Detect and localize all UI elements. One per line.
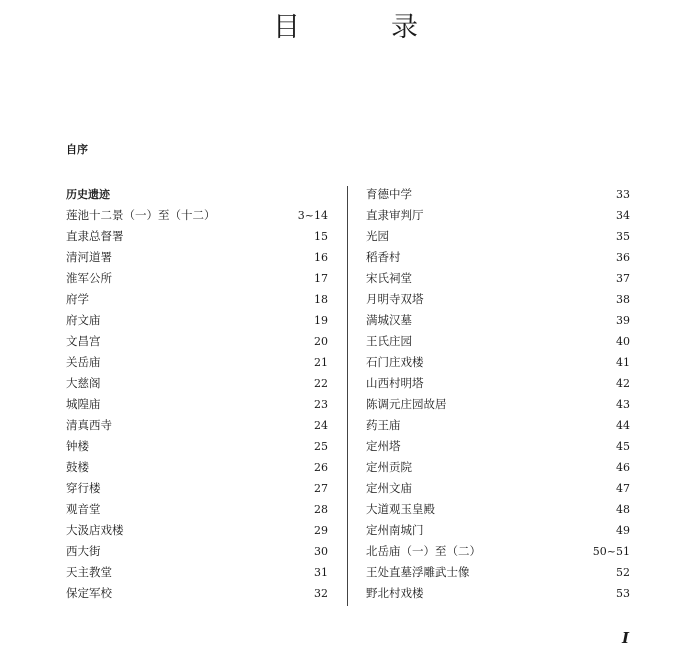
toc-entry-page: 49 <box>616 524 630 537</box>
toc-entry-page: 48 <box>616 503 630 516</box>
toc-entry-page: 19 <box>314 314 328 327</box>
toc-entry-page: 17 <box>314 272 328 285</box>
toc-entry-title: 王处直墓浮雕武士像 <box>366 565 470 579</box>
toc-entry-title: 府学 <box>66 292 89 306</box>
toc-entry[interactable] <box>366 478 630 499</box>
toc-entry-title: 北岳庙（一）至（二） <box>366 544 481 558</box>
toc-entry-page: 23 <box>314 398 328 411</box>
toc-entry[interactable] <box>66 562 328 583</box>
page-title: 目 录 <box>273 12 450 43</box>
toc-entry-title: 宋氏祠堂 <box>366 271 412 285</box>
toc-entry-page: 26 <box>314 461 328 474</box>
toc-entry[interactable] <box>366 289 630 310</box>
toc-entry-page: 36 <box>616 251 630 264</box>
toc-entry[interactable] <box>66 415 328 436</box>
toc-entry[interactable] <box>66 373 328 394</box>
toc-entry[interactable] <box>366 499 630 520</box>
toc-column-right <box>366 184 630 604</box>
toc-entry-page: 30 <box>314 545 328 558</box>
toc-entry-title: 月明寺双塔 <box>366 292 424 306</box>
toc-entry-title: 钟楼 <box>66 439 89 453</box>
toc-entry[interactable] <box>66 226 328 247</box>
toc-entry[interactable] <box>366 352 630 373</box>
toc-entry[interactable] <box>66 457 328 478</box>
toc-entry-page: 41 <box>616 356 630 369</box>
toc-entry-title: 定州文庙 <box>366 481 412 495</box>
toc-entry-title: 光园 <box>366 229 389 243</box>
toc-entry-page: 37 <box>616 272 630 285</box>
section-heading: 历史遗迹 <box>66 188 110 201</box>
toc-entry[interactable] <box>366 205 630 226</box>
toc-entry-title: 石门庄戏楼 <box>366 355 424 369</box>
toc-entry-page: 34 <box>616 209 630 222</box>
toc-entry[interactable] <box>66 541 328 562</box>
toc-entry-page: 32 <box>314 587 328 600</box>
toc-entry-page: 42 <box>616 377 630 390</box>
toc-entry[interactable] <box>366 247 630 268</box>
toc-entry-title: 定州南城门 <box>366 523 424 537</box>
toc-entry[interactable] <box>366 373 630 394</box>
toc-entry-page: 18 <box>314 293 328 306</box>
toc-entry[interactable] <box>66 247 328 268</box>
toc-entry-title: 定州贡院 <box>366 460 412 474</box>
toc-entry-title: 大汲店戏楼 <box>66 523 124 537</box>
toc-entry[interactable] <box>66 436 328 457</box>
toc-entry-page: 38 <box>616 293 630 306</box>
toc-entry-page: 50~51 <box>592 545 630 558</box>
toc-entry-title: 穿行楼 <box>66 481 101 495</box>
toc-entry[interactable] <box>366 436 630 457</box>
toc-entry[interactable] <box>366 583 630 604</box>
toc-entry-page: 15 <box>314 230 328 243</box>
toc-entry-page: 27 <box>314 482 328 495</box>
toc-entry[interactable] <box>66 583 328 604</box>
toc-entry[interactable] <box>366 268 630 289</box>
toc-entry-page: 46 <box>616 461 630 474</box>
toc-entry-page: 29 <box>314 524 328 537</box>
toc-entry[interactable] <box>66 268 328 289</box>
toc-entry-page: 16 <box>314 251 328 264</box>
toc-entry-title: 稻香村 <box>366 250 401 264</box>
toc-entry-title: 满城汉墓 <box>366 313 412 327</box>
toc-entry-page: 43 <box>616 398 630 411</box>
toc-entry[interactable] <box>366 520 630 541</box>
toc-entry[interactable] <box>66 352 328 373</box>
toc-entry[interactable] <box>66 499 328 520</box>
toc-entry[interactable] <box>366 226 630 247</box>
toc-entry-page: 33 <box>616 188 630 201</box>
toc-entry-page: 22 <box>314 377 328 390</box>
toc-entry[interactable] <box>66 310 328 331</box>
toc-entry-page: 40 <box>616 335 630 348</box>
toc-entry-title: 西大街 <box>66 544 101 558</box>
toc-entry[interactable] <box>366 184 630 205</box>
toc-entry-title: 育德中学 <box>366 187 412 201</box>
toc-entry[interactable] <box>366 394 630 415</box>
toc-entry-page: 25 <box>314 440 328 453</box>
toc-entry-title: 王氏庄园 <box>366 334 412 348</box>
toc-entry-title: 大道观玉皇殿 <box>366 502 435 516</box>
toc-entry[interactable] <box>66 205 328 226</box>
toc-list-left <box>66 205 328 604</box>
toc-entry-title: 药王庙 <box>366 418 401 432</box>
toc-entry[interactable] <box>66 478 328 499</box>
toc-entry-page: 44 <box>616 419 630 432</box>
toc-entry[interactable] <box>66 289 328 310</box>
toc-entry-title: 鼓楼 <box>66 460 89 474</box>
toc-entry[interactable] <box>366 541 630 562</box>
toc-entry[interactable] <box>366 457 630 478</box>
toc-entry-title: 野北村戏楼 <box>366 586 424 600</box>
toc-entry-title: 关岳庙 <box>66 355 101 369</box>
toc-entry[interactable] <box>66 520 328 541</box>
toc-entry[interactable] <box>66 394 328 415</box>
toc-entry-preface[interactable]: 自序 <box>66 143 88 156</box>
folio-number: I <box>622 629 630 647</box>
toc-entry-title: 陈调元庄园故居 <box>366 397 447 411</box>
toc-entry-page: 47 <box>616 482 630 495</box>
toc-entry-page: 31 <box>314 566 328 579</box>
toc-entry-title: 文昌宫 <box>66 334 101 348</box>
toc-entry[interactable] <box>366 331 630 352</box>
toc-entry-title: 天主教堂 <box>66 565 112 579</box>
toc-entry-page: 20 <box>314 335 328 348</box>
toc-entry[interactable] <box>366 415 630 436</box>
toc-column-left <box>66 184 328 604</box>
toc-entry-page: 24 <box>314 419 328 432</box>
toc-entry-title: 山西村明塔 <box>366 376 424 390</box>
toc-entry-title: 保定军校 <box>66 586 112 600</box>
toc-entry-page: 52 <box>616 566 630 579</box>
toc-entry-page: 35 <box>616 230 630 243</box>
toc-entry-title: 清河道署 <box>66 250 112 264</box>
toc-entry-page: 21 <box>314 356 328 369</box>
toc-entry-page: 53 <box>616 587 630 600</box>
toc-entry-title: 直隶审判厅 <box>366 208 424 222</box>
toc-entry[interactable] <box>366 310 630 331</box>
toc-entry-page: 28 <box>314 503 328 516</box>
toc-entry-title: 大慈阁 <box>66 376 101 390</box>
toc-entry-page: 3~14 <box>297 209 328 222</box>
toc-entry-title: 清真西寺 <box>66 418 112 432</box>
column-divider <box>347 186 348 606</box>
toc-entry-title: 莲池十二景（一）至（十二） <box>66 208 216 222</box>
toc-entry-title: 定州塔 <box>366 439 401 453</box>
toc-list-right <box>366 184 630 604</box>
toc-entry-title: 淮军公所 <box>66 271 112 285</box>
toc-entry[interactable] <box>366 562 630 583</box>
toc-entry-page: 45 <box>616 440 630 453</box>
toc-entry-title: 直隶总督署 <box>66 229 124 243</box>
toc-entry-title: 城隍庙 <box>66 397 101 411</box>
toc-entry[interactable] <box>66 331 328 352</box>
toc-entry-title: 府文庙 <box>66 313 101 327</box>
toc-entry-page: 39 <box>616 314 630 327</box>
toc-entry-title: 观音堂 <box>66 502 101 516</box>
